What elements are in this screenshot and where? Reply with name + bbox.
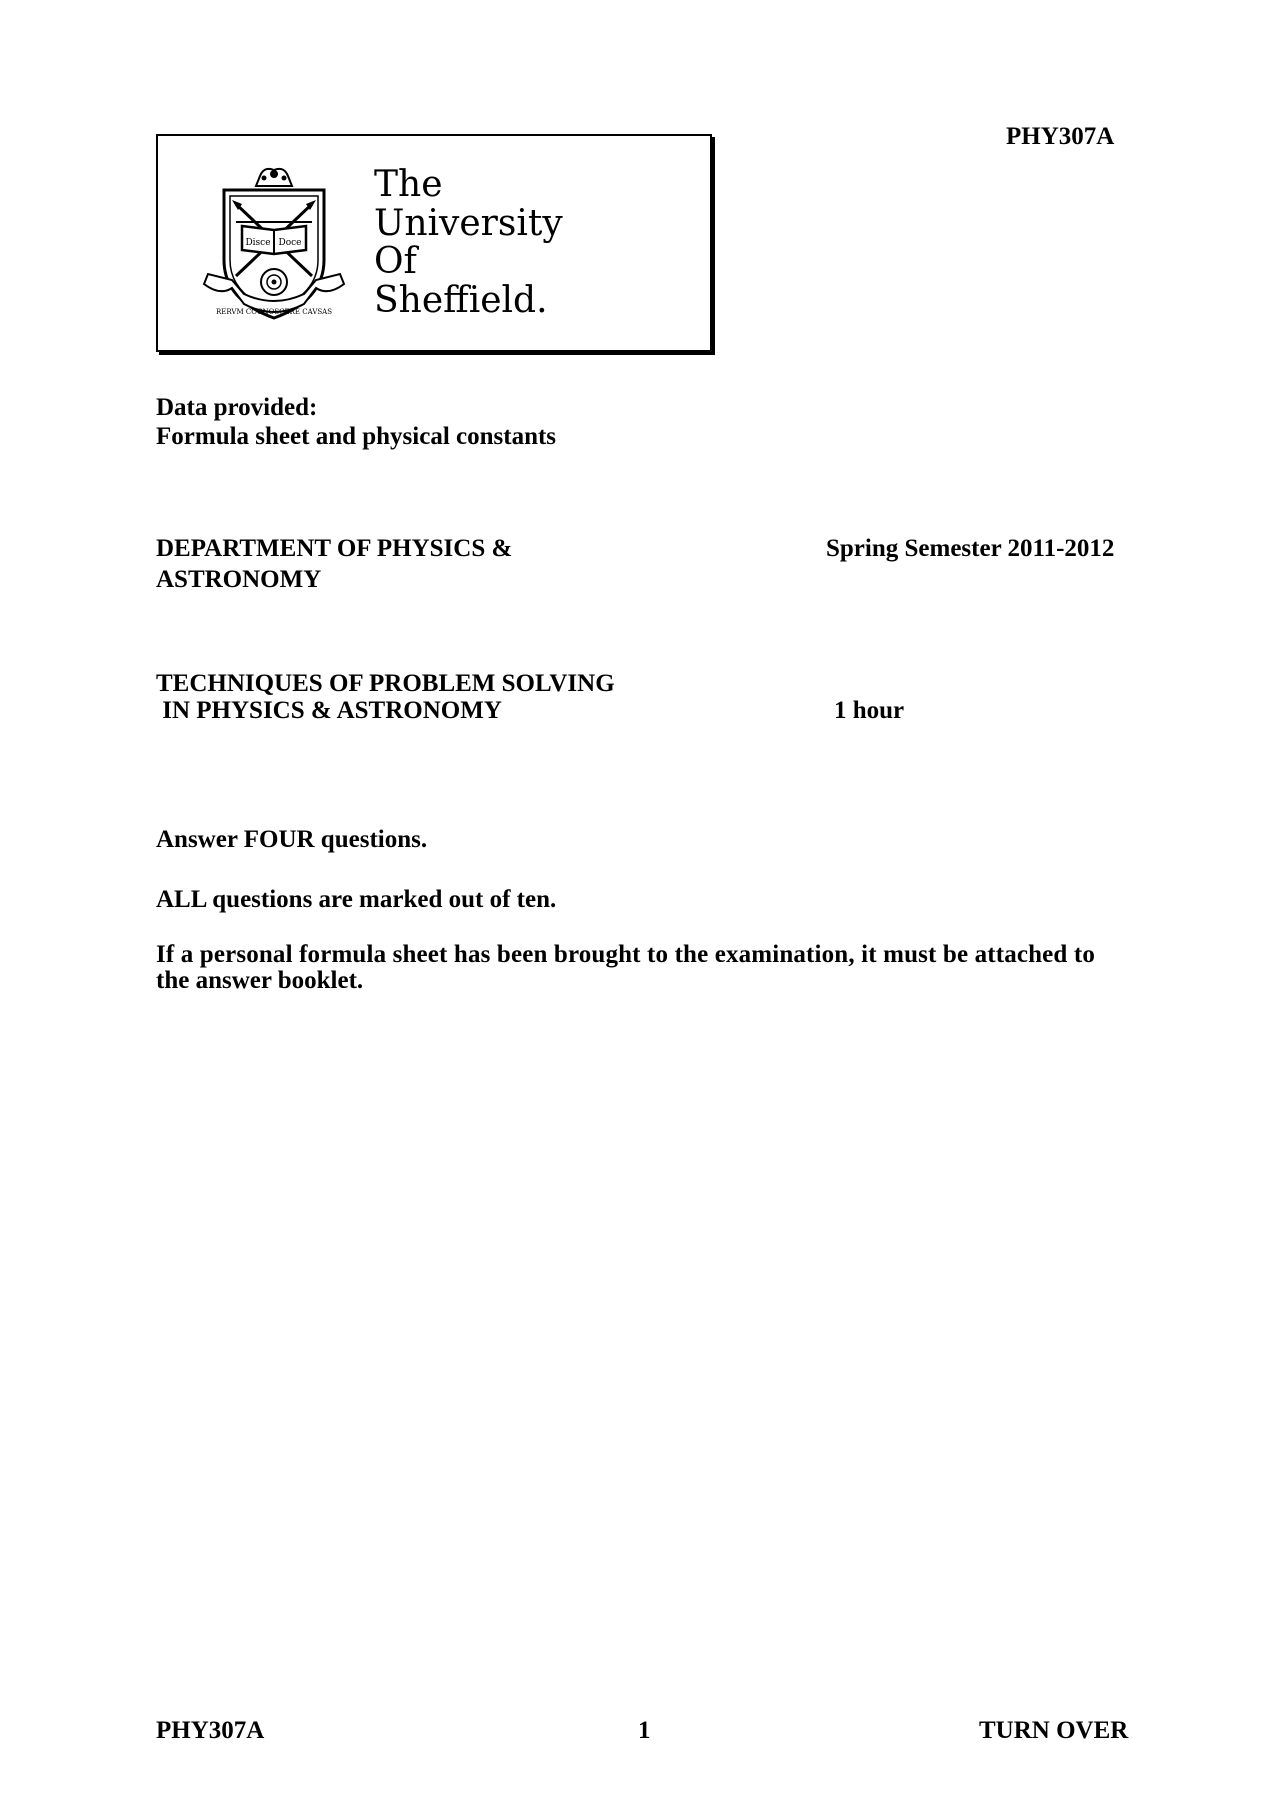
instruction-answer-count: Answer FOUR questions. (156, 826, 428, 853)
department-line-1: DEPARTMENT OF PHYSICS & (156, 535, 513, 562)
university-crest-icon (202, 164, 346, 324)
module-title-line-2: IN PHYSICS & ASTRONOMY (156, 697, 502, 724)
logo-line-2: University (374, 202, 563, 244)
crest-motto-text: RERVM COGNOSCERE CAVSAS (215, 308, 333, 316)
department-line-2: ASTRONOMY (156, 566, 322, 593)
semester-label: Spring Semester 2011-2012 (826, 535, 1115, 562)
instruction-marking: ALL questions are marked out of ten. (156, 886, 557, 913)
instruction-formula-sheet-line-2: the answer booklet. (156, 967, 364, 994)
crest-book-right-text: Doce (278, 238, 302, 248)
exam-duration: 1 hour (834, 697, 905, 724)
logo-wordmark (374, 166, 563, 320)
course-code-header: PHY307A (1006, 123, 1115, 150)
footer-turn-over: TURN OVER (979, 1717, 1129, 1744)
university-logo (156, 134, 712, 352)
data-provided-heading: Data provided: (156, 394, 318, 421)
footer-page-number: 1 (638, 1717, 651, 1744)
logo-line-1: The (374, 164, 443, 205)
instruction-formula-sheet-line-1: If a personal formula sheet has been brought to the examination, it must be attached to (156, 941, 1095, 968)
logo-line-4: Sheffield. (374, 279, 548, 321)
footer-course-code: PHY307A (156, 1717, 265, 1744)
crest-book-left-text: Disce (245, 238, 271, 248)
module-title-line-1: TECHNIQUES OF PROBLEM SOLVING (156, 670, 615, 697)
logo-line-3: Of (374, 241, 417, 282)
data-provided-text: Formula sheet and physical constants (156, 423, 557, 450)
